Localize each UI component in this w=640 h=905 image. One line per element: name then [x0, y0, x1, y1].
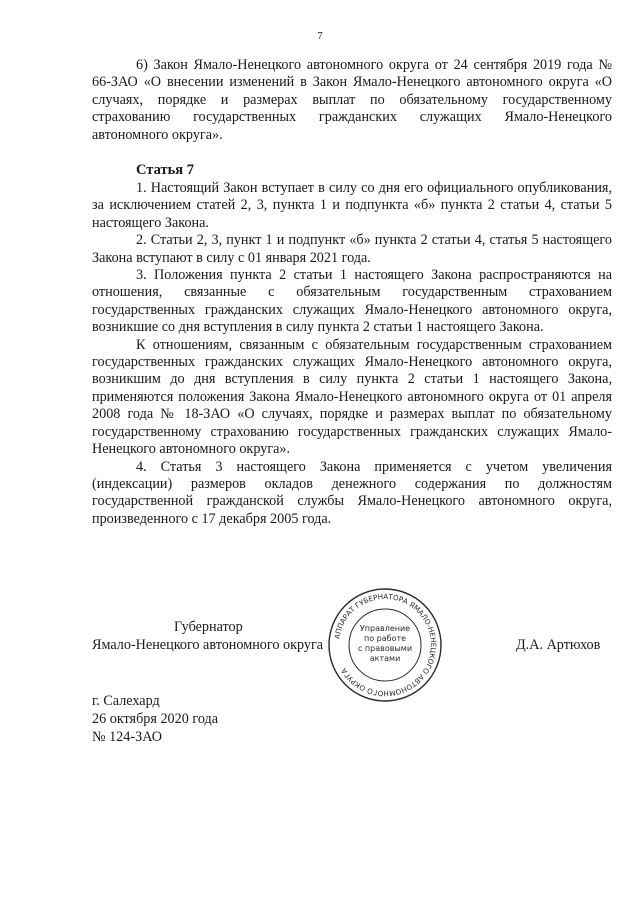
signatory-title-line-1: Губернатор — [174, 619, 243, 635]
article-7-paragraph-3-cont: К отношениям, связанным с обязательным государственным страхованием государственных гражданских служащих Ямало-Ненецкого автономного округа, возникшим до дня вступления в силу пункта 2 статьи 1 настоящего Закона, применяются положения Закона Ямало-Ненецкого автономного округа от 01 апреля 2008 года № 18-ЗАО «О случаях, порядке и размерах выплат по обязательному государственному страхованию государственных гражданских служащих Ямало-Ненецкого автономного округа». — [92, 336, 612, 458]
stamp-line-1: Управление — [359, 624, 411, 633]
article-7-paragraph-4: 4. Статья 3 настоящего Закона применяется с учетом увеличения (индексации) размеров окладов денежного содержания по должностям государственной гражданской службы Ямало-Ненецкого автономного округа, произведенного с 17 декабря 2005 года. — [92, 458, 612, 527]
signatory-name: Д.А. Артюхов — [516, 637, 601, 653]
article-7-body — [92, 180, 612, 528]
stamp-ring-text: АППАРАТ ГУБЕРНАТОРА ЯМАЛО-НЕНЕЦКОГО АВТОНОМНОГО ОКРУГА — [332, 591, 439, 699]
article-7-paragraph-1: 1. Настоящий Закон вступает в силу со дня его официального опубликования, за исключением статей 2, 3, пункта 1 и подпункта «б» пункта 2 статьи 4, статьи 5 настоящего Закона. — [92, 180, 612, 231]
footer-date: 26 октября 2020 года — [92, 711, 219, 727]
article-7-heading: Статья 7 — [136, 162, 194, 178]
official-stamp — [326, 586, 444, 704]
item-6-block — [92, 57, 612, 144]
stamp-line-3: с правовыми — [357, 644, 413, 653]
signatory-title — [92, 618, 332, 654]
footer-number: № 124-ЗАО — [92, 729, 162, 745]
article-7-paragraph-2: 2. Статьи 2, 3, пункт 1 и подпункт «б» пункта 2 статьи 4, статья 5 настоящего Закона вступают в силу с 01 января 2021 года. — [92, 232, 612, 266]
item-6-paragraph: 6) Закон Ямало-Ненецкого автономного округа от 24 сентября 2019 года № 66-ЗАО «О внесении изменений в Закон Ямало-Ненецкого автономного округа «О случаях, порядке и размерах выплат по обязательному государственному страхованию государственных гражданских служащих Ямало-Ненецкого автономного округа». — [92, 57, 612, 143]
signatory-title-line-2: Ямало-Ненецкого автономного округа — [92, 637, 324, 653]
stamp-line-4: актами — [369, 654, 401, 663]
document-footer — [92, 692, 218, 746]
stamp-line-2: по работе — [363, 634, 407, 643]
page-number: 7 — [317, 30, 323, 42]
article-7-paragraph-3: 3. Положения пункта 2 статьи 1 настоящего Закона распространяются на отношения, связанные с обязательным государственным страхованием государственных гражданских служащих Ямало-Ненецкого автономного округа, возникшие со дня вступления в силу пункта 2 статьи 1 настоящего Закона. — [92, 267, 612, 336]
footer-city: г. Салехард — [92, 693, 160, 709]
